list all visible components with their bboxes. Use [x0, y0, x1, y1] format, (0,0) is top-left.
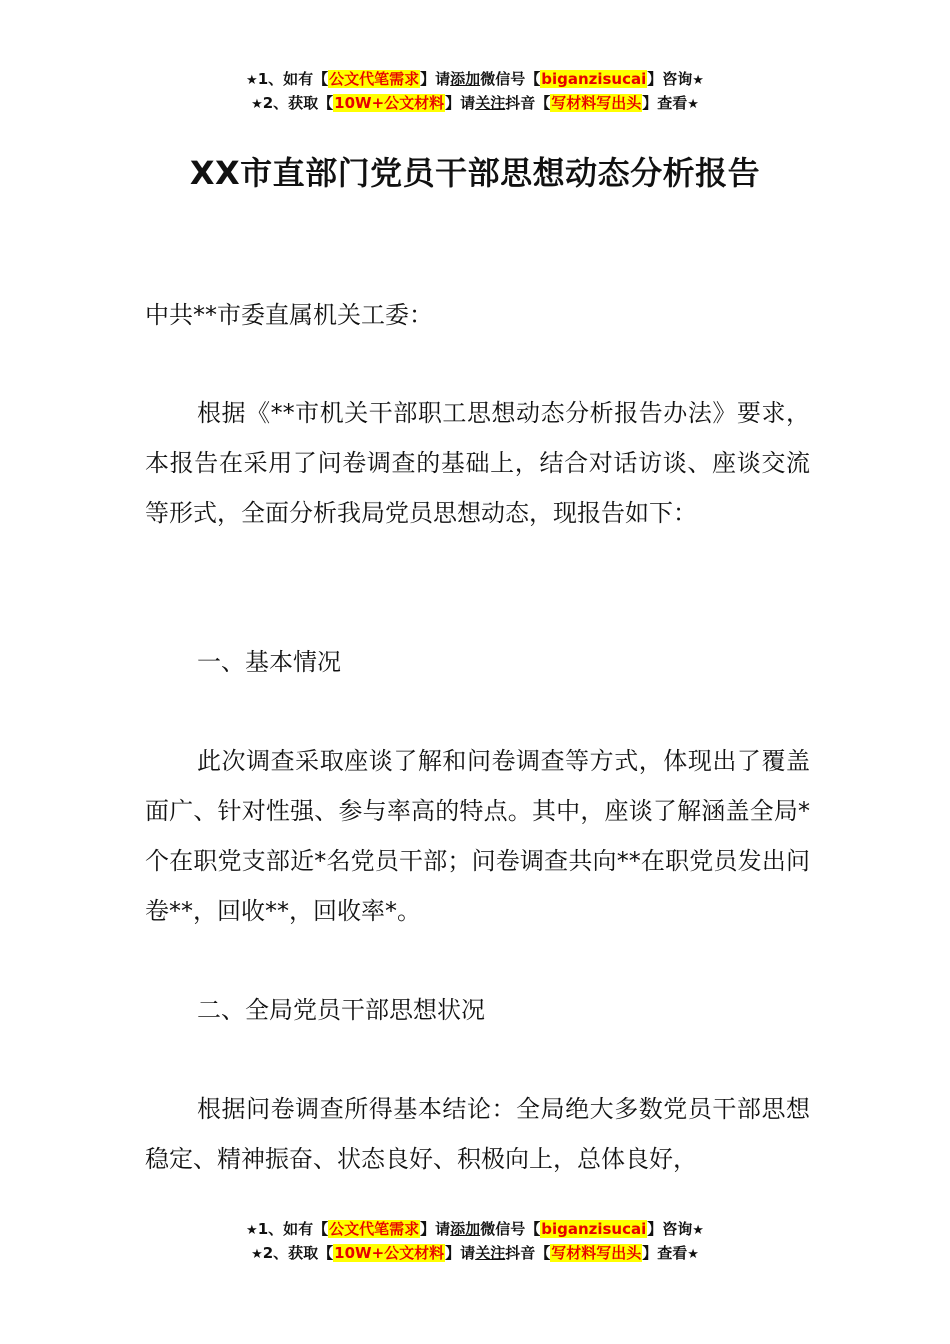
salutation: 中共**市委直属机关工委：	[145, 301, 433, 329]
banner-emphasis: 关注	[475, 94, 506, 112]
star-icon: ★	[692, 1223, 704, 1238]
banner-emphasis: 添加	[450, 70, 481, 88]
banner-highlight: biganzisucai	[541, 1220, 647, 1238]
banner-text: 1、如有【	[257, 70, 329, 88]
star-icon: ★	[251, 97, 263, 112]
banner-emphasis: 关注	[475, 1244, 506, 1262]
banner-line-1	[0, 68, 950, 92]
intro-paragraph: 根据《**市机关干部职工思想动态分析报告办法》要求，本报告在采用了问卷调查的基础上，结合对话访谈、座谈交流等形式，全面分析我局党员思想动态，现报告如下：	[145, 399, 810, 527]
banner-text: 】请	[420, 1220, 451, 1238]
top-banner	[0, 68, 950, 116]
banner-text: 】请	[420, 70, 451, 88]
banner-text: 】咨询	[647, 70, 693, 88]
star-icon: ★	[246, 73, 258, 88]
star-icon: ★	[692, 73, 704, 88]
banner-highlight: 写材料写出头	[551, 94, 642, 112]
section-1-paragraph: 此次调查采取座谈了解和问卷调查等方式，体现出了覆盖面广、针对性强、参与率高的特点。其中，座谈了解涵盖全局*个在职党支部近*名党员干部；问卷调查共向**在职党员发出问卷**，回收**，回收率*。	[145, 747, 810, 925]
bottom-banner	[0, 1218, 950, 1266]
banner-highlight: 写材料写出头	[551, 1244, 642, 1262]
banner-line-2	[0, 1242, 950, 1266]
banner-highlight: 公文代笔需求	[329, 1220, 420, 1238]
section-2-heading: 二、全局党员干部思想状况	[197, 996, 485, 1024]
banner-highlight: 公文代笔需求	[329, 70, 420, 88]
banner-text: 】查看	[642, 1244, 688, 1262]
star-icon: ★	[687, 1247, 699, 1262]
banner-highlight: 10W+公文材料	[334, 94, 445, 112]
banner-text: 2、获取【	[262, 1244, 334, 1262]
banner-text: 抖音【	[505, 94, 551, 112]
banner-text: 微信号【	[480, 70, 541, 88]
banner-text: 1、如有【	[257, 1220, 329, 1238]
banner-text: 】请	[445, 1244, 476, 1262]
banner-emphasis: 添加	[450, 1220, 481, 1238]
banner-text: 】咨询	[647, 1220, 693, 1238]
banner-text: 2、获取【	[262, 94, 334, 112]
banner-text: 微信号【	[480, 1220, 541, 1238]
section-2-paragraph: 根据问卷调查所得基本结论：全局绝大多数党员干部思想稳定、精神振奋、状态良好、积极向上，总体良好，	[145, 1095, 810, 1173]
banner-highlight: biganzisucai	[541, 70, 647, 88]
star-icon: ★	[251, 1247, 263, 1262]
star-icon: ★	[687, 97, 699, 112]
star-icon: ★	[246, 1223, 258, 1238]
banner-text: 】查看	[642, 94, 688, 112]
banner-text: 抖音【	[505, 1244, 551, 1262]
document-title: XX市直部门党员干部思想动态分析报告	[189, 154, 761, 192]
section-1-heading: 一、基本情况	[197, 648, 341, 676]
banner-line-2	[0, 92, 950, 116]
banner-line-1	[0, 1218, 950, 1242]
banner-text: 】请	[445, 94, 476, 112]
banner-highlight: 10W+公文材料	[334, 1244, 445, 1262]
